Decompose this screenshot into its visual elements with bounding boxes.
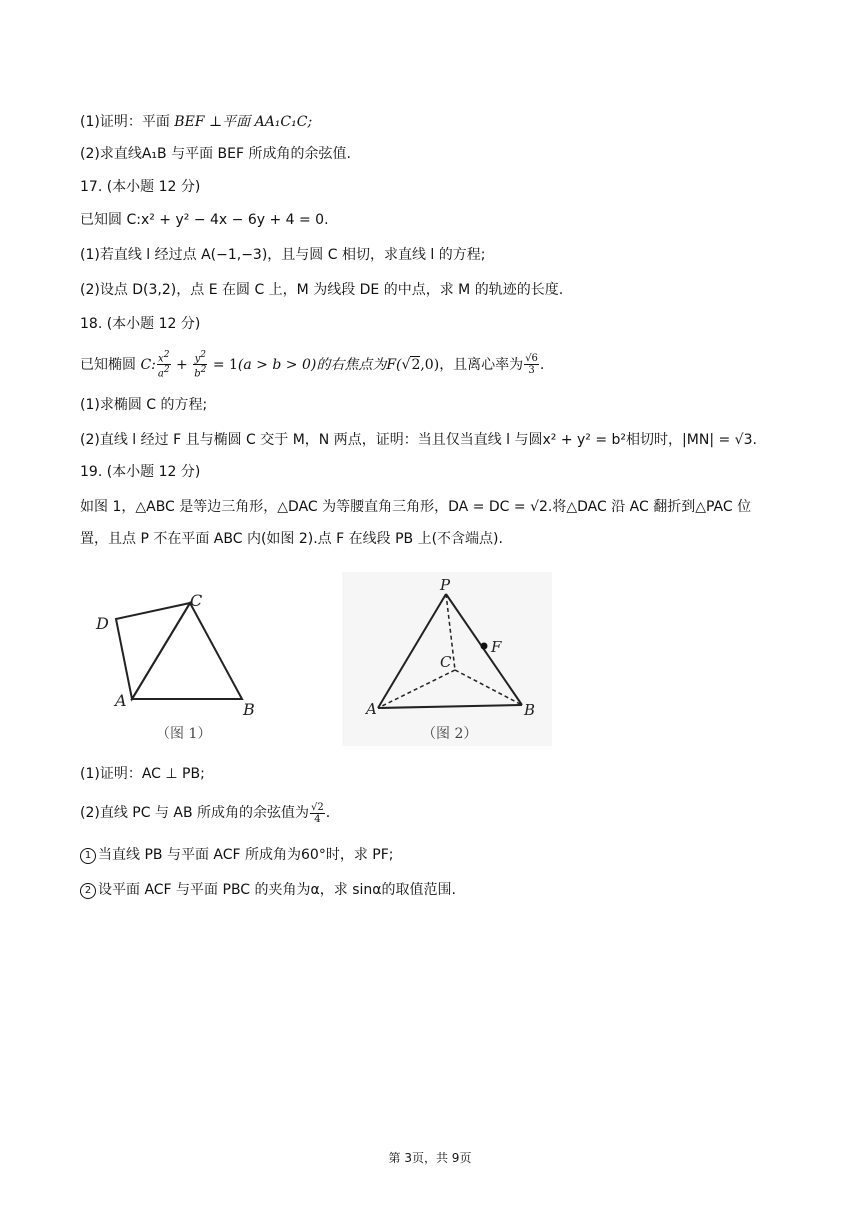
- q16-part2: (2)求直线A₁B 与平面 BEF 所成角的余弦值.: [80, 146, 351, 162]
- q18-given-prefix: 已知椭圆: [80, 356, 136, 373]
- q19-part2-frac: [310, 802, 325, 825]
- fig1-triangle-dac: [116, 603, 190, 699]
- figure-2: [342, 572, 552, 746]
- q17-part2: (2)设点 D(3,2)，点 E 在圆 C 上，M 为线段 DE 的中点，求 M 的轨迹的长度.: [80, 282, 564, 298]
- fig1-label-a: A: [115, 691, 127, 710]
- q16-part1-prefix: (1)证明：平面: [80, 114, 170, 130]
- q17-header: 17. (本小题 12 分): [80, 179, 201, 195]
- fig2-label-a: A: [366, 700, 377, 718]
- q18-ecc-num: √6: [525, 353, 538, 365]
- q19-part2-num: √2: [311, 801, 324, 813]
- fig1-shape: [116, 603, 242, 699]
- q18-ecc-den: 3: [528, 365, 535, 377]
- q18-ellipse-eq: C: $\frac{x^2}{a^2}$ + $\frac{y^2}{b^2}$ = 1: [140, 350, 238, 380]
- fig1-label-c: C: [190, 591, 203, 610]
- q18-part2: (2)直线 l 经过 F 且与椭圆 C 交于 M，N 两点，证明：当且仅当直线 l 与圆x² + y² = b²相切时，|MN| = √3.: [80, 432, 757, 448]
- fig2-label-f: F: [491, 638, 502, 656]
- q17-part1: (1)若直线 l 经过点 A(−1,−3)，且与圆 C 相切，求直线 l 的方程;: [80, 247, 486, 263]
- figure-1: [86, 578, 286, 746]
- page-footer: 第 3页，共 9页: [388, 1151, 472, 1165]
- q16-part1-expr: BEF ⊥平面 AA₁C₁C;: [174, 114, 313, 130]
- q19-part2: (2)直线 PC 与 AB 所成角的余弦值为 $\frac{√2}{4}$ .: [80, 801, 331, 825]
- q19-sub1: [80, 845, 393, 865]
- q19-header: 19. (本小题 12 分): [80, 464, 201, 480]
- q19-sub1-mark: 1: [80, 848, 96, 864]
- q18-part1: (1)求椭圆 C 的方程;: [80, 397, 208, 413]
- q19-part2-den: 4: [314, 813, 321, 825]
- q19-part2-prefix: (2)直线 PC 与 AB 所成角的余弦值为: [80, 805, 310, 821]
- fig1-triangle-abc: [132, 603, 242, 699]
- fig2-label-p: P: [440, 576, 451, 594]
- fig1-caption: （图 1）: [156, 726, 212, 742]
- q19-sub2-text: 设平面 ACF 与平面 PBC 的夹角为α，求 sinα的取值范围.: [98, 882, 456, 898]
- fig2-label-b: B: [524, 701, 536, 719]
- q18-ecc: [524, 353, 539, 376]
- q18-given-mid2: ，且离心率为: [439, 356, 524, 373]
- fig1-label-d: D: [96, 614, 109, 633]
- q16-part1: [80, 112, 312, 132]
- q18-given-mid1: (a > b > 0)的右焦点为: [237, 356, 387, 373]
- q19-part1: (1)证明：AC ⊥ PB;: [80, 766, 205, 782]
- fig2-point-f: [481, 643, 488, 650]
- q18-given: 已知椭圆 C: $\frac{x^2}{a^2}$ + $\frac{y^2}{b^2}$ = 1(a > b > 0)的右焦点为F(√2,0)，且离心率为 $\frac{√6}{3}$ .: [80, 350, 545, 380]
- q19-sub2-mark: 2: [80, 883, 96, 899]
- fig1-label-b: B: [243, 700, 255, 719]
- q17-given: 已知圆 C:x² + y² − 4x − 6y + 4 = 0.: [80, 212, 329, 228]
- fig2-caption: （图 2）: [422, 726, 478, 742]
- q19-sub2: [80, 880, 456, 900]
- q18-header: 18. (本小题 12 分): [80, 316, 201, 332]
- q19-sub1-text: 当直线 PB 与平面 ACF 所成角为60°时，求 PF;: [98, 847, 394, 863]
- fig2-label-c: C: [440, 653, 452, 671]
- q19-given-line2: 置，且点 P 不在平面 ABC 内(如图 2).点 F 在线段 PB 上(不含端点).: [80, 531, 503, 547]
- q18-focus: F(√2,0): [386, 356, 440, 373]
- q19-given-line1: 如图 1，△ABC 是等边三角形，△DAC 为等腰直角三角形，DA = DC = √2.将△DAC 沿 AC 翻折到△PAC 位: [80, 499, 752, 515]
